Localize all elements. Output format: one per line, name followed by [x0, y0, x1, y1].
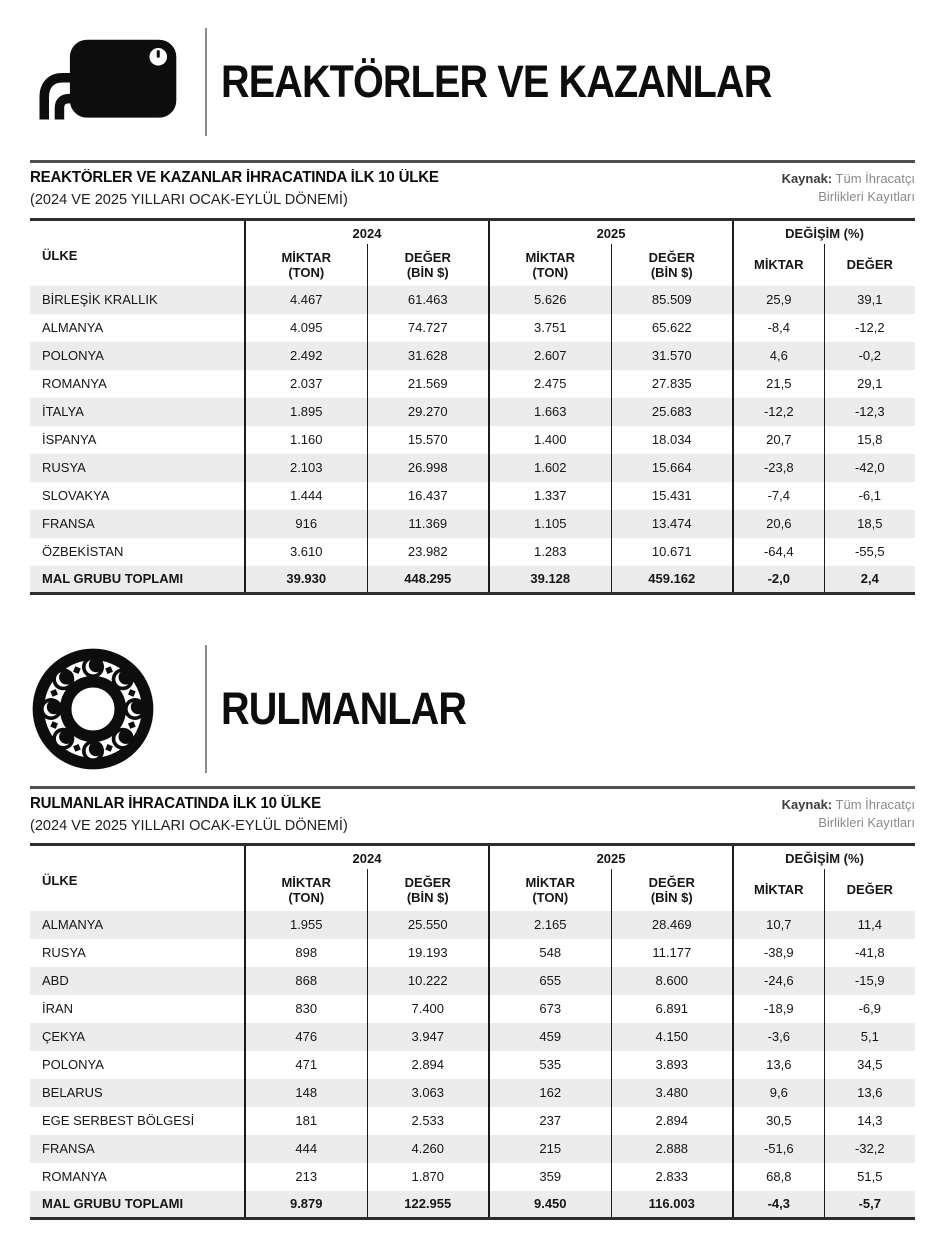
value-cell: -2,0 [733, 566, 824, 594]
column-header-2024: 2024 [245, 845, 489, 869]
value-cell: 1.283 [489, 538, 611, 566]
section-title: RULMANLAR [221, 683, 467, 734]
value-cell: 61.463 [367, 286, 489, 314]
value-cell: 830 [245, 995, 367, 1023]
table-row [30, 342, 915, 370]
column-header-miktar-2025: MİKTAR (TON) [489, 244, 611, 286]
value-cell: 213 [245, 1163, 367, 1191]
value-cell: 39,1 [824, 286, 915, 314]
table-header-year-row [30, 220, 915, 244]
value-cell: 1.895 [245, 398, 367, 426]
value-cell: 3.610 [245, 538, 367, 566]
value-cell: 1.160 [245, 426, 367, 454]
value-cell: 4,6 [733, 342, 824, 370]
horizontal-rule [30, 160, 915, 163]
value-cell: -55,5 [824, 538, 915, 566]
table-row [30, 370, 915, 398]
value-cell: 10.671 [611, 538, 733, 566]
country-cell: ROMANYA [42, 1169, 107, 1184]
value-cell: 28.469 [611, 911, 733, 939]
country-cell: ABD [30, 967, 245, 995]
source-text-line2: Birlikleri Kayıtları [818, 189, 915, 204]
table-total-row [30, 1191, 915, 1219]
value-cell: 18,5 [824, 510, 915, 538]
value-cell: 14,3 [824, 1107, 915, 1135]
value-cell: 2.894 [611, 1107, 733, 1135]
value-cell: 2.607 [489, 342, 611, 370]
country-cell: POLONYA [30, 342, 245, 370]
column-header-change: DEĞİŞİM (%) [733, 220, 915, 244]
value-cell: 1.663 [489, 398, 611, 426]
value-cell: 1.444 [245, 482, 367, 510]
value-cell: 13.474 [611, 510, 733, 538]
value-cell: -41,8 [824, 939, 915, 967]
value-cell: 21.569 [367, 370, 489, 398]
value-cell: -51,6 [733, 1135, 824, 1163]
value-cell: 2.888 [611, 1135, 733, 1163]
table-row [30, 1079, 915, 1107]
value-cell: 1.955 [245, 911, 367, 939]
column-header-2024: 2024 [245, 220, 489, 244]
source-note [782, 170, 915, 206]
column-header-deger-2025: DEĞER (BİN $) [611, 869, 733, 911]
table-row [30, 1107, 915, 1135]
country-cell: İRAN [42, 1001, 74, 1016]
column-header-miktar-change: MİKTAR [733, 869, 824, 911]
table-row [30, 911, 915, 939]
value-cell: 1.105 [489, 510, 611, 538]
value-cell: -0,2 [824, 342, 915, 370]
horizontal-rule [30, 786, 915, 789]
value-cell: 471 [245, 1051, 367, 1079]
value-cell: 29.270 [367, 398, 489, 426]
value-cell: 1.337 [489, 482, 611, 510]
column-header-2025: 2025 [489, 845, 733, 869]
country-cell: SLOVAKYA [42, 488, 110, 503]
value-cell: 673 [489, 995, 611, 1023]
source-label: Kaynak: [781, 171, 833, 186]
column-header-deger-change: DEĞER [824, 244, 915, 286]
value-cell: -6,1 [824, 482, 915, 510]
value-cell: 11,4 [824, 911, 915, 939]
value-cell: 11.177 [611, 939, 733, 967]
value-cell: 5.626 [489, 286, 611, 314]
value-cell: 3.063 [367, 1079, 489, 1107]
country-cell: EGE SERBEST BÖLGESİ [42, 1113, 195, 1128]
value-cell: 448.295 [367, 566, 489, 594]
value-cell: 2.475 [489, 370, 611, 398]
value-cell: -12,3 [824, 398, 915, 426]
value-cell: -32,2 [824, 1135, 915, 1163]
country-cell: RUSYA [30, 454, 245, 482]
vertical-divider [205, 28, 207, 136]
column-header-deger-2024: DEĞER (BİN $) [367, 869, 489, 911]
value-cell: 31.628 [367, 342, 489, 370]
table-row [30, 482, 915, 510]
value-cell: 15,8 [824, 426, 915, 454]
table-row [30, 510, 915, 538]
value-cell: 898 [245, 939, 367, 967]
value-cell: 18.034 [611, 426, 733, 454]
value-cell: -3,6 [733, 1023, 824, 1051]
value-cell: 9.879 [245, 1191, 367, 1219]
value-cell: 68,8 [733, 1163, 824, 1191]
source-text-line1: Tüm İhracatçı [835, 797, 915, 812]
value-cell: 1.870 [367, 1163, 489, 1191]
value-cell: 19.193 [367, 939, 489, 967]
value-cell: 2.533 [367, 1107, 489, 1135]
column-header-change: DEĞİŞİM (%) [733, 845, 915, 869]
value-cell: 444 [245, 1135, 367, 1163]
value-cell: 535 [489, 1051, 611, 1079]
value-cell: 181 [245, 1107, 367, 1135]
country-cell: ÖZBEKİSTAN [42, 544, 124, 559]
value-cell: 122.955 [367, 1191, 489, 1219]
value-cell: 459.162 [611, 566, 733, 594]
value-cell: 10,7 [733, 911, 824, 939]
value-cell: 548 [489, 939, 611, 967]
value-cell: 7.400 [367, 995, 489, 1023]
value-cell: 20,7 [733, 426, 824, 454]
table-row [30, 1051, 915, 1079]
value-cell: 3.751 [489, 314, 611, 342]
table-row [30, 286, 915, 314]
table-subheading: (2024 VE 2025 YILLARI OCAK-EYLÜL DÖNEMİ) [30, 817, 348, 834]
table-subheading: (2024 VE 2025 YILLARI OCAK-EYLÜL DÖNEMİ) [30, 191, 348, 208]
value-cell: 85.509 [611, 286, 733, 314]
value-cell: -24,6 [733, 967, 824, 995]
value-cell: 916 [245, 510, 367, 538]
country-cell: FRANSA [30, 1135, 245, 1163]
country-cell: BELARUS [30, 1079, 245, 1107]
value-cell: -7,4 [733, 482, 824, 510]
value-cell: 5,1 [824, 1023, 915, 1051]
value-cell: -23,8 [733, 454, 824, 482]
value-cell: -5,7 [824, 1191, 915, 1219]
value-cell: -38,9 [733, 939, 824, 967]
value-cell: 4.260 [367, 1135, 489, 1163]
table-total-row [30, 566, 915, 594]
table-header-year-row [30, 845, 915, 869]
value-cell: 34,5 [824, 1051, 915, 1079]
value-cell: 868 [245, 967, 367, 995]
bearing-icon [30, 645, 205, 773]
value-cell: 25,9 [733, 286, 824, 314]
value-cell: 31.570 [611, 342, 733, 370]
value-cell: 2.037 [245, 370, 367, 398]
boiler-icon [30, 28, 205, 136]
value-cell: 26.998 [367, 454, 489, 482]
country-cell: POLONYA [42, 1057, 104, 1072]
value-cell: 20,6 [733, 510, 824, 538]
country-cell: ÇEKYA [30, 1023, 245, 1051]
table-heading-block [30, 795, 915, 834]
country-cell: ALMANYA [30, 911, 245, 939]
section-header-reaktorler [30, 28, 847, 136]
value-cell: 39.128 [489, 566, 611, 594]
section-header-rulmanlar [30, 645, 499, 773]
value-cell: 655 [489, 967, 611, 995]
table-row [30, 538, 915, 566]
value-cell: 2.492 [245, 342, 367, 370]
value-cell: 27.835 [611, 370, 733, 398]
value-cell: 13,6 [824, 1079, 915, 1107]
value-cell: -6,9 [824, 995, 915, 1023]
value-cell: 25.550 [367, 911, 489, 939]
value-cell: 1.400 [489, 426, 611, 454]
value-cell: 3.893 [611, 1051, 733, 1079]
table-row [30, 398, 915, 426]
value-cell: 65.622 [611, 314, 733, 342]
value-cell: 215 [489, 1135, 611, 1163]
table-heading-block [30, 169, 915, 208]
value-cell: 51,5 [824, 1163, 915, 1191]
value-cell: 4.467 [245, 286, 367, 314]
value-cell: -12,2 [733, 398, 824, 426]
value-cell: -4,3 [733, 1191, 824, 1219]
value-cell: -64,4 [733, 538, 824, 566]
table-row [30, 1135, 915, 1163]
value-cell: 6.891 [611, 995, 733, 1023]
value-cell: 4.150 [611, 1023, 733, 1051]
source-text-line1: Tüm İhracatçı [835, 171, 915, 186]
value-cell: 116.003 [611, 1191, 733, 1219]
country-cell: ALMANYA [42, 320, 104, 335]
value-cell: 9.450 [489, 1191, 611, 1219]
export-table-rulmanlar [30, 843, 915, 1220]
value-cell: -15,9 [824, 967, 915, 995]
column-header-miktar-2025: MİKTAR (TON) [489, 869, 611, 911]
value-cell: 39.930 [245, 566, 367, 594]
source-note [782, 796, 915, 832]
column-header-miktar-change: MİKTAR [733, 244, 824, 286]
value-cell: -8,4 [733, 314, 824, 342]
section-title: REAKTÖRLER VE KAZANLAR [221, 56, 772, 107]
column-header-miktar-2024: MİKTAR (TON) [245, 869, 367, 911]
value-cell: 11.369 [367, 510, 489, 538]
table-row [30, 454, 915, 482]
value-cell: 15.664 [611, 454, 733, 482]
column-header-deger-change: DEĞER [824, 869, 915, 911]
value-cell: 4.095 [245, 314, 367, 342]
table-row [30, 426, 915, 454]
value-cell: 3.947 [367, 1023, 489, 1051]
value-cell: -42,0 [824, 454, 915, 482]
value-cell: 10.222 [367, 967, 489, 995]
value-cell: 162 [489, 1079, 611, 1107]
table-heading: RULMANLAR İHRACATINDA İLK 10 ÜLKE [30, 795, 321, 812]
value-cell: 476 [245, 1023, 367, 1051]
value-cell: 29,1 [824, 370, 915, 398]
country-cell: FRANSA [30, 510, 245, 538]
value-cell: 8.600 [611, 967, 733, 995]
country-cell: MAL GRUBU TOPLAMI [30, 1191, 245, 1219]
table-row [30, 939, 915, 967]
column-header-deger-2025: DEĞER (BİN $) [611, 244, 733, 286]
column-header-country: ÜLKE [42, 248, 78, 264]
value-cell: 359 [489, 1163, 611, 1191]
value-cell: 21,5 [733, 370, 824, 398]
value-cell: 2.833 [611, 1163, 733, 1191]
value-cell: -18,9 [733, 995, 824, 1023]
table-row [30, 1023, 915, 1051]
value-cell: 1.602 [489, 454, 611, 482]
value-cell: 15.570 [367, 426, 489, 454]
country-cell: BİRLEŞİK KRALLIK [30, 286, 245, 314]
table-row [30, 967, 915, 995]
value-cell: 74.727 [367, 314, 489, 342]
value-cell: 459 [489, 1023, 611, 1051]
value-cell: 16.437 [367, 482, 489, 510]
value-cell: 2,4 [824, 566, 915, 594]
value-cell: 2.894 [367, 1051, 489, 1079]
value-cell: 148 [245, 1079, 367, 1107]
column-header-2025: 2025 [489, 220, 733, 244]
export-table-reaktorler [30, 218, 915, 595]
value-cell: 15.431 [611, 482, 733, 510]
value-cell: 23.982 [367, 538, 489, 566]
country-cell: ROMANYA [42, 376, 107, 391]
vertical-divider [205, 645, 207, 773]
table-row [30, 995, 915, 1023]
value-cell: 2.165 [489, 911, 611, 939]
value-cell: 237 [489, 1107, 611, 1135]
country-cell: MAL GRUBU TOPLAMI [30, 566, 245, 594]
table-row [30, 314, 915, 342]
value-cell: 30,5 [733, 1107, 824, 1135]
table-heading: REAKTÖRLER VE KAZANLAR İHRACATINDA İLK 10 ÜLKE [30, 169, 439, 186]
table-row [30, 1163, 915, 1191]
column-header-country: ÜLKE [42, 873, 78, 889]
source-label: Kaynak: [781, 797, 833, 812]
column-header-miktar-2024: MİKTAR (TON) [245, 244, 367, 286]
value-cell: 13,6 [733, 1051, 824, 1079]
value-cell: 2.103 [245, 454, 367, 482]
column-header-deger-2024: DEĞER (BİN $) [367, 244, 489, 286]
value-cell: 25.683 [611, 398, 733, 426]
value-cell: -12,2 [824, 314, 915, 342]
value-cell: 3.480 [611, 1079, 733, 1107]
country-cell: İTALYA [30, 398, 245, 426]
source-text-line2: Birlikleri Kayıtları [818, 815, 915, 830]
value-cell: 9,6 [733, 1079, 824, 1107]
country-cell: İSPANYA [42, 432, 97, 447]
country-cell: RUSYA [42, 945, 86, 960]
